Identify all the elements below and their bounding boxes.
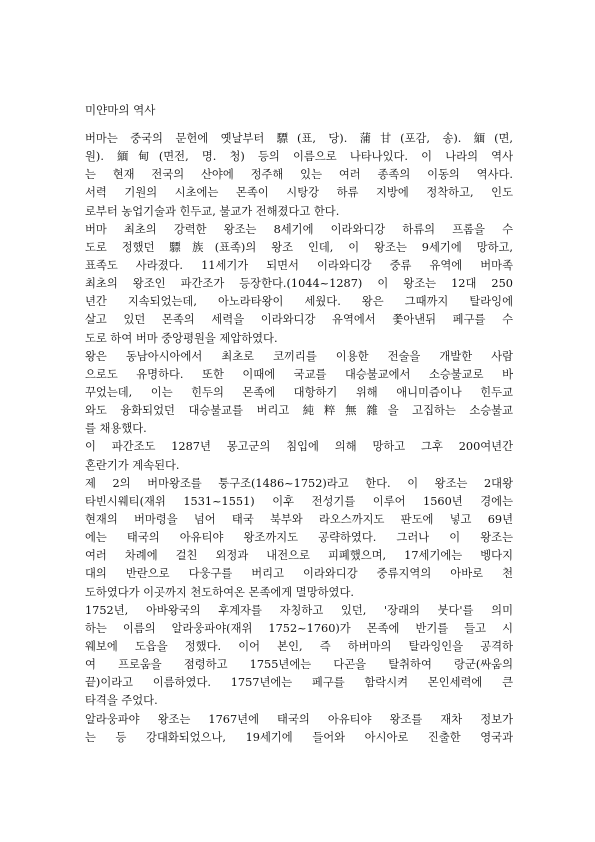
text-line: 로부터 농업기술과 힌두교, 불교가 전해졌다고 한다. <box>85 204 340 218</box>
text-line: 꾸었는데, 이는 힌두의 몬족에 대항하기 위해 애니미즘이나 힌두교 <box>85 385 513 399</box>
text-line: 이 파간조도 1287년 몽고군의 침입에 의해 망하고 그후 200여년간 <box>85 440 513 454</box>
text-line: 알라웅파야 왕조는 1767년에 태국의 아유티야 왕조를 재차 정보가 <box>85 712 513 726</box>
text-line: 여러 차례에 걸친 외정과 내전으로 피폐했으며, 17세기에는 벵다지 <box>85 549 513 563</box>
text-line: 를 채용했다. <box>85 422 147 436</box>
text-line: 현재의 버마령을 넘어 태국 북부와 라오스까지도 판도에 넣고 69년 <box>85 512 513 526</box>
text-line: 타빈시웨티(재위 1531~1551) 이후 전성기를 이루어 1560년 경에는 <box>85 494 513 508</box>
text-line: 하는 이름의 알라웅파야(재위 1752~1760)가 몬족에 반기를 들고 시 <box>85 621 513 635</box>
text-line: 도로 정했던 驃族(표족)의 왕조 인데, 이 왕조는 9세기에 망하고, <box>85 240 513 254</box>
text-line: 도하였다가 이곳까지 천도하여온 몬족에게 멸망하였다. <box>85 585 354 599</box>
text-line: 혼란기가 계속된다. <box>85 458 180 472</box>
text-line: 버마 최초의 강력한 왕조는 8세기에 이라와디강 하류의 프롬을 수 <box>85 222 513 236</box>
text-line: 와도 융화되었던 대승불교를 버리고 純粹無雜을 고집하는 소승불교 <box>85 404 513 418</box>
text-line: 웨보에 도읍을 정했다. 이어 본인, 즉 하버마의 탈라잉인을 공격하 <box>85 639 513 653</box>
text-line: 1752년, 아바왕국의 후계자를 자칭하고 있던, '장래의 붓다'를 의미 <box>85 603 513 617</box>
document-body <box>85 130 513 747</box>
text-line: 여 프로움을 점령하고 1755년에는 다곤을 탈취하여 랑군(싸움의 <box>85 658 513 672</box>
text-line: 표족도 사라졌다. 11세기가 되면서 이라와디강 중류 유역에 버마족 <box>85 258 513 272</box>
text-line: 으로도 유명하다. 또한 이때에 국교를 대승불교에서 소승불교로 바 <box>85 367 513 381</box>
text-line: 버마는 중국의 문헌에 옛날부터 驃(표, 당). 蒲甘(포감, 송). 緬(면, <box>85 132 513 145</box>
text-line: 왕은 동남아시아에서 최초로 코끼리를 이용한 전술을 개발한 사람 <box>85 349 513 363</box>
text-line: 제 2의 버마왕조를 퉁구조(1486~1752)라고 한다. 이 왕조는 2대왕 <box>85 476 513 490</box>
text-line: 에는 태국의 아유티야 왕조까지도 공략하였다. 그러나 이 왕조는 <box>85 531 513 545</box>
text-line: 서력 기원의 시초에는 몬족이 시탕강 하류 지방에 정착하고, 인도 <box>85 186 513 200</box>
text-line: 년간 지속되었는데, 아노라타왕이 세웠다. 왕은 그때까지 탈라잉에 <box>85 295 513 309</box>
text-line: 원). 緬甸(면전, 명. 청) 등의 이름으로 나타나있다. 이 나라의 역사 <box>85 150 513 164</box>
text-line: 는 등 강대화되었으나, 19세기에 들어와 아시아로 진출한 영국과 <box>85 730 513 744</box>
document-title: 미얀마의 역사 <box>85 103 156 117</box>
text-line: 타격을 주었다. <box>85 694 158 708</box>
text-line: 살고 있던 몬족의 세력을 이라와디강 유역에서 쫓아낸뒤 페구를 수 <box>85 313 513 327</box>
text-line: 는 현재 전국의 산야에 정주해 있는 여러 종족의 이동의 역사다. <box>85 168 513 182</box>
text-line: 도로 하여 버마 중앙평원을 제압하였다. <box>85 331 278 345</box>
text-line: 끝)이라고 이름하였다. 1757년에는 페구를 함락시켜 몬인세력에 큰 <box>85 676 513 690</box>
text-line: 최초의 왕조인 파간조가 등장한다.(1044~1287) 이 왕조는 12대 250 <box>85 277 513 291</box>
text-line: 대의 반란으로 다웅구를 버리고 이라와디강 중류지역의 아바로 천 <box>85 567 513 581</box>
